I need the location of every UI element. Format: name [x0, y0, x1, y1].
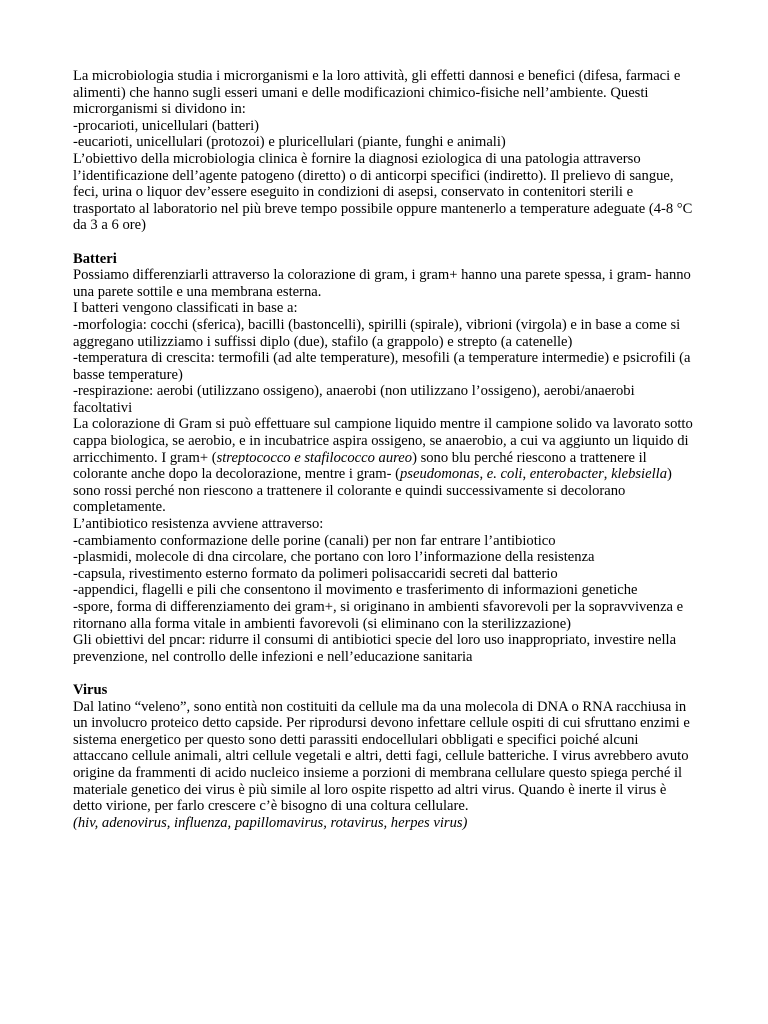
virus-examples [73, 815, 695, 832]
gram-text-2: ) sono blu perché riescono a trattenere il colorante anche dopo la decolorazione, mentre i gram- ( [73, 449, 647, 483]
gram-italic-2: pseudomonas [400, 466, 480, 483]
list-item-spore: -spore, forma di differenziamento dei gram+, si originano in ambienti sfavorevoli per la sopravvivenza e ritornano alla forma vitale in ambienti favorevoli (si eliminano con la sterilizzazione) [73, 599, 684, 632]
list-item-capsula: -capsula, rivestimento esterno formato da polimeri polisaccaridi secreti dal batterio [73, 565, 558, 582]
paragraph-gap [73, 234, 695, 251]
gram-text-5: , [603, 466, 612, 483]
paragraph-gap [73, 665, 695, 682]
section-heading-batteri: Batteri [73, 250, 117, 267]
clinical-microbiology-paragraph: L’obiettivo della microbiologia clinica è fornire la diagnosi eziologica di una patologia attraverso l’identificazione dell’agente patogeno (diretto) o di anticorpi specifici (indiretto). Il prelievo di sangue, feci, urina o liquor dev’essere eseguito in condizioni di asepsi, conservato in contenitori sterili e trasportato al laboratorio nel più breve tempo possibile oppure mantenerlo a temperature adeguate (4-8 °C da 3 a 6 ore) [73, 150, 693, 234]
list-item-temperatura: -temperatura di crescita: termofili (ad alte temperature), mesofili (a temperature intermedie) e psicrofili (a basse temperature) [73, 350, 691, 383]
gram-italic-4: enterobacter [529, 466, 604, 483]
gram-text-4: , [522, 466, 530, 483]
list-item-morfologia: -morfologia: cocchi (sferica), bacilli (bastoncelli), spirilli (spirale), vibrioni (virgola) e in base a come si aggregano utilizziamo i suffissi diplo (due), stafilo (a grappolo) e strepto (a catenelle) [73, 316, 681, 350]
document-page [73, 68, 695, 831]
gram-italic-1: streptococco e stafilococco aureo [216, 449, 413, 466]
virus-examples-text: (hiv, adenovirus, influenza, papillomavirus, rotavirus, herpes virus) [73, 814, 468, 831]
virus-paragraph: Dal latino “veleno”, sono entità non costituiti da cellule ma da una molecola di DNA o RNA racchiusa in un involucro proteico detto capside. Per riprodursi devono infettare cellule ospiti di cui sfruttano enzimi e sistema energetico per questo sono detti parassiti endocellulari obbligati e specifici poiché alcuni attaccano cellule animali, altri cellule vegetali e altri, detti fagi, cellule batteriche. I virus avrebbero avuto origine da frammenti di acido nucleico insieme a porzioni di membrana cellulare questo spiega perché il materiale genetico dei virus è più simile al loro ospite rispetto ad altri virus. Quando è inerte il virus è detto virione, per farlo crescere c’è bisogno di una coltura cellulare. [73, 698, 690, 815]
classification-intro: I batteri vengono classificati in base a: [73, 300, 298, 317]
gram-text-6: ) sono rossi perché non riescono a trattenere il colorante e quindi successivamente si decolorano completamente. [73, 466, 672, 516]
section-heading-virus: Virus [73, 681, 108, 698]
gram-difference-paragraph: Possiamo differenziarli attraverso la colorazione di gram, i gram+ hanno una parete spessa, i gram- hanno una parete sottile e una membrana esterna. [73, 267, 691, 300]
gram-text-3: , [479, 466, 487, 483]
gram-staining-paragraph [73, 416, 695, 516]
gram-text-1: La colorazione di Gram si può effettuare sul campione liquido mentre il campione solido va lavorato sotto cappa biologica, se aerobio, e in incubatrice aspira ossigeno, se anaerobio, a cui va aggiunto un liquido di arricchimento. I gram+ ( [73, 416, 693, 466]
gram-italic-5: klebsiella [611, 466, 667, 483]
list-item-porine: -cambiamento conformazione delle porine (canali) per non far entrare l’antibiotico [73, 532, 556, 549]
list-item-procarioti: -procarioti, unicellulari (batteri) [73, 117, 259, 134]
list-item-appendici: -appendici, flagelli e pili che consentono il movimento e trasferimento di informazioni genetiche [73, 582, 638, 599]
list-item-plasmidi: -plasmidi, molecole di dna circolare, che portano con loro l’informazione della resistenza [73, 549, 595, 566]
resistance-intro: L’antibiotico resistenza avviene attraverso: [73, 516, 324, 533]
pncar-paragraph: Gli obiettivi del pncar: ridurre il consumi di antibiotici specie del loro uso inappropriato, investire nella prevenzione, nel controllo delle infezioni e nell’educazione sanitaria [73, 632, 677, 665]
intro-paragraph: La microbiologia studia i microrganismi e la loro attività, gli effetti dannosi e benefici (difesa, farmaci e alimenti) che hanno sugli esseri umani e delle modificazioni chimico-fisiche nell’ambiente. Questi microrganismi si dividono in: [73, 68, 681, 118]
gram-italic-3: e. coli [486, 466, 523, 483]
list-item-eucarioti: -eucarioti, unicellulari (protozoi) e pluricellulari (piante, funghi e animali) [73, 134, 506, 151]
list-item-respirazione: -respirazione: aerobi (utilizzano ossigeno), anaerobi (non utilizzano l’ossigeno), aerobi/anaerobi facoltativi [73, 383, 635, 416]
